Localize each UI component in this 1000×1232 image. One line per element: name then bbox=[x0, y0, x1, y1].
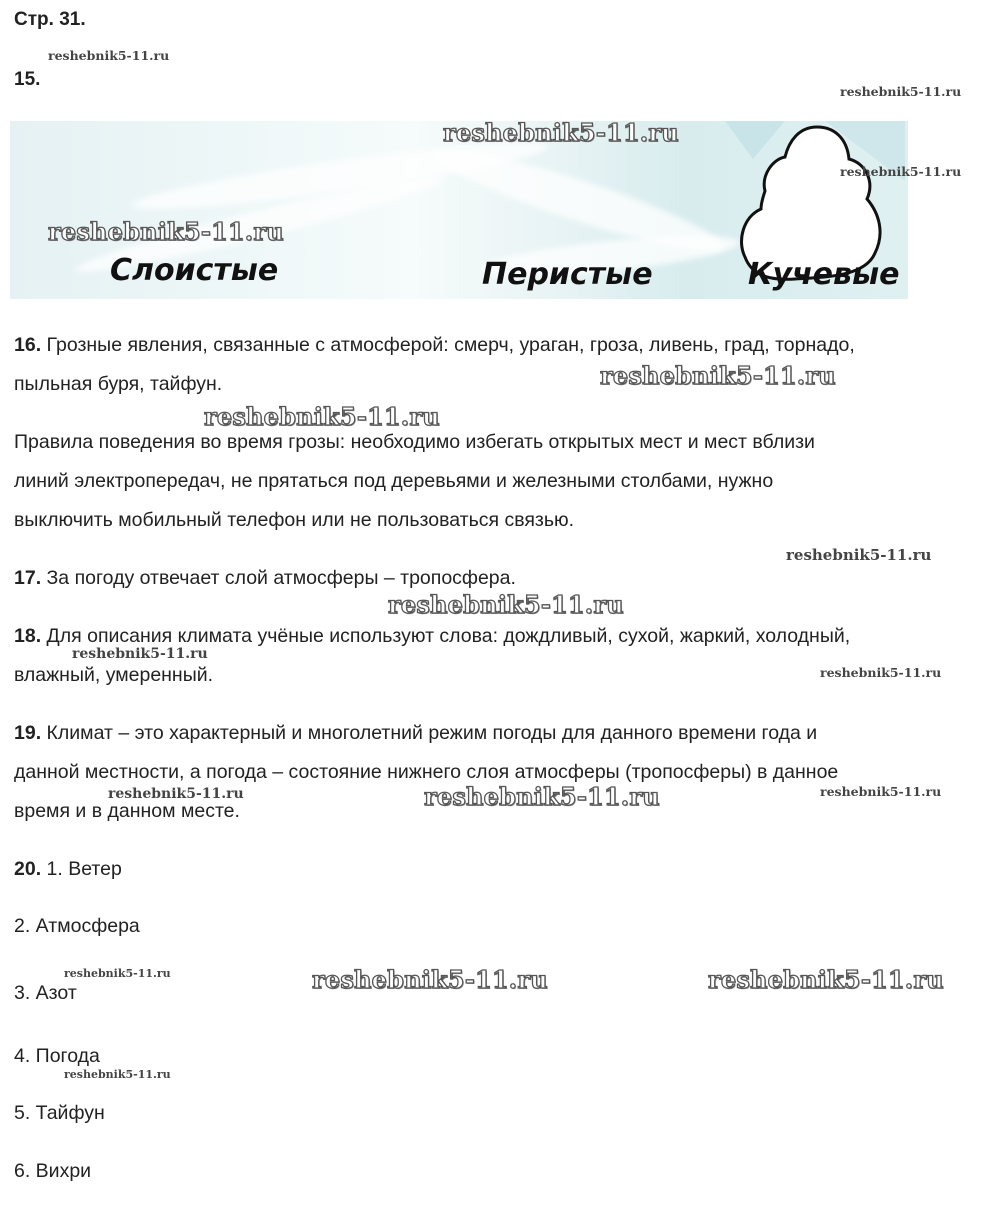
question-20-item-5: 5. Тайфун bbox=[14, 1102, 105, 1124]
watermark: reshebnik5-11.ru bbox=[820, 784, 942, 799]
question-19-line-3: время и в данном месте. bbox=[14, 800, 240, 822]
page-header: Стр. 31. bbox=[14, 9, 86, 30]
answer-item: 1. Ветер bbox=[46, 858, 122, 880]
question-19-number: 19. bbox=[14, 722, 42, 744]
question-16-rules-line-1: Правила поведения во время грозы: необходимо избегать открытых мест и мест вблизи bbox=[14, 431, 815, 453]
watermark: reshebnik5-11.ru bbox=[312, 965, 548, 994]
watermark: reshebnik5-11.ru bbox=[72, 646, 208, 662]
watermark: reshebnik5-11.ru bbox=[840, 164, 962, 179]
cloud-label-cirrus: Перистые bbox=[482, 257, 653, 292]
question-20-item-3: 3. Азот bbox=[14, 982, 77, 1004]
question-18-line-1 bbox=[14, 624, 850, 648]
watermark: reshebnik5-11.ru bbox=[424, 782, 660, 811]
question-16-rules-line-3: выключить мобильный телефон или не пользоваться связью. bbox=[14, 509, 575, 531]
question-17-text: За погоду отвечает слой атмосферы – тропосфера. bbox=[46, 567, 516, 589]
watermark: reshebnik5-11.ru bbox=[600, 361, 836, 390]
question-17-number: 17. bbox=[14, 567, 42, 589]
watermark: reshebnik5-11.ru bbox=[48, 217, 284, 246]
question-18-text: Для описания климата учёные используют слова: дождливый, сухой, жаркий, холодный, bbox=[46, 625, 851, 647]
question-17 bbox=[14, 566, 516, 590]
clouds-image bbox=[10, 121, 908, 299]
question-18-line-2: влажный, умеренный. bbox=[14, 664, 214, 686]
question-16-rules-line-2: линий электропередач, не прятаться под деревьями и железными столбами, нужно bbox=[14, 470, 774, 492]
watermark: reshebnik5-11.ru bbox=[64, 967, 171, 980]
question-20-number: 20. bbox=[14, 858, 42, 880]
watermark: reshebnik5-11.ru bbox=[48, 48, 170, 63]
question-20-item-1 bbox=[14, 857, 122, 881]
question-19-text: Климат – это характерный и многолетний режим погоды для данного времени года и bbox=[46, 722, 818, 744]
watermark: reshebnik5-11.ru bbox=[204, 402, 440, 431]
watermark: reshebnik5-11.ru bbox=[64, 1068, 171, 1081]
watermark: reshebnik5-11.ru bbox=[388, 590, 624, 619]
cloud-label-stratus: Слоистые bbox=[110, 253, 279, 288]
question-20-item-6: 6. Вихри bbox=[14, 1160, 92, 1182]
watermark: reshebnik5-11.ru bbox=[443, 118, 679, 147]
question-20-item-2: 2. Атмосфера bbox=[14, 915, 140, 937]
watermark: reshebnik5-11.ru bbox=[108, 786, 244, 802]
cloud-label-cumulus: Кучевые bbox=[748, 257, 900, 292]
question-19-line-1 bbox=[14, 721, 817, 745]
question-20-item-4: 4. Погода bbox=[14, 1045, 100, 1067]
question-19-line-2: данной местности, а погода – состояние нижнего слоя атмосферы (тропосферы) в данное bbox=[14, 761, 839, 783]
question-18-number: 18. bbox=[14, 625, 42, 647]
question-15-number: 15. bbox=[14, 69, 41, 90]
watermark: reshebnik5-11.ru bbox=[786, 546, 932, 564]
question-16-number: 16. bbox=[14, 334, 42, 356]
question-16-text: Грозные явления, связанные с атмосферой: смерч, ураган, гроза, ливень, град, торнадо, bbox=[46, 334, 855, 356]
question-16-line-2: пыльная буря, тайфун. bbox=[14, 373, 223, 395]
watermark: reshebnik5-11.ru bbox=[708, 965, 944, 994]
question-16-line-1 bbox=[14, 333, 855, 357]
watermark: reshebnik5-11.ru bbox=[820, 665, 942, 680]
watermark: reshebnik5-11.ru bbox=[840, 84, 962, 99]
